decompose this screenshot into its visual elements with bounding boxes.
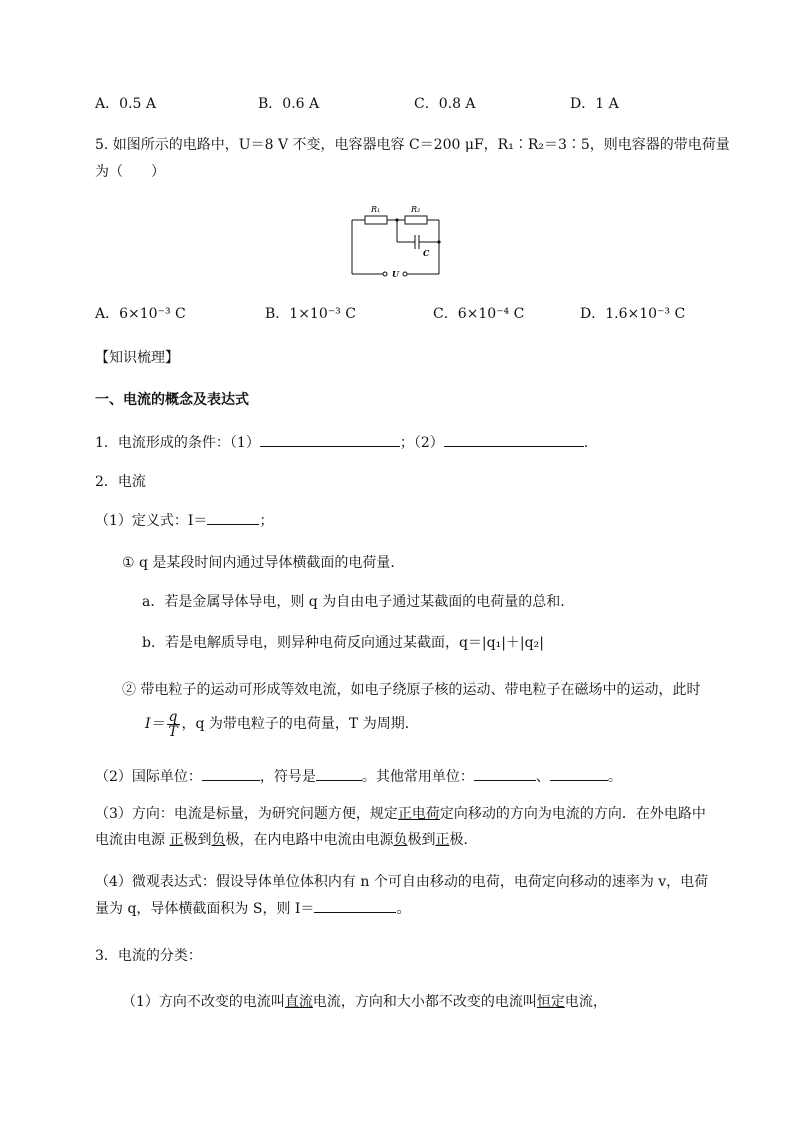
q5-option-d: D．1.6×10⁻³ C (580, 306, 686, 322)
label-u: U (392, 269, 399, 279)
resistor-r2 (405, 216, 427, 224)
q5-stem-line2: 为（ ） (95, 164, 165, 180)
clause-1b: b．若是电解质导电，则异种电荷反向通过某截面，q＝|q₁|＋|q₂| (142, 635, 544, 651)
q5-option-b: B．1×10⁻³ C (265, 306, 356, 322)
units-text-a: （2）国际单位： (95, 769, 202, 785)
blank-other-unit-1[interactable] (474, 766, 536, 781)
micro-line-1: （4）微观表达式：假设导体单位体积内有 n 个可自由移动的电荷，电荷定向移动的速率为 v，电荷 (95, 874, 709, 890)
cls-text-a: （1）方向不改变的电流叫 (122, 994, 285, 1010)
q5-option-a: A．6×10⁻³ C (95, 306, 186, 322)
label-c: C (423, 248, 430, 258)
section-title: 一、电流的概念及表达式 (95, 392, 249, 408)
fraction-q-over-t (167, 710, 180, 739)
definition-line (95, 510, 273, 531)
direction2-text-b: 极到 (183, 832, 212, 848)
definition-text-a: （1）定义式：I＝ (95, 513, 208, 529)
units-text-c: 。其他常用单位： (361, 769, 474, 785)
cls-text-c: 电流， (564, 994, 607, 1010)
item1-text-c: . (583, 435, 589, 451)
item3-title: 3．电流的分类： (95, 948, 202, 964)
direction2-text-c: 极，在内电路中电流由电源 (225, 832, 394, 848)
blank-si-unit[interactable] (202, 766, 260, 781)
blank-micro-expression[interactable] (314, 898, 396, 913)
units-text-e: 。 (607, 769, 622, 785)
circuit-diagram (345, 200, 445, 282)
clause-2: ② 带电粒子的运动可形成等效电流，如电子绕原子核的运动、带电粒子在磁场中的运动，此时 (122, 682, 701, 698)
cls-constant: 恒定 (536, 994, 565, 1010)
q5-option-c: C．6×10⁻⁴ C (433, 306, 525, 322)
units-text-d: 、 (535, 769, 550, 785)
direction-positive-charge: 正电荷 (397, 806, 440, 822)
knowledge-heading: 【知识梳理】 (95, 350, 179, 366)
cls-text-b: 电流，方向和大小都不改变的电流叫 (312, 994, 537, 1010)
blank-condition-2[interactable] (444, 432, 584, 447)
blank-condition-1[interactable] (260, 432, 400, 447)
item1-text-b: ；（2） (399, 435, 444, 451)
micro-text-b: 。 (396, 901, 411, 917)
blank-other-unit-2[interactable] (550, 766, 608, 781)
clause-2-formula-line (145, 708, 419, 740)
classification-line (122, 992, 607, 1012)
q4-option-d: D．1 A (570, 96, 619, 112)
blank-symbol[interactable] (316, 766, 362, 781)
q5-stem-line1: 5. 如图所示的电路中，U＝8 V 不变，电容器电容 C＝200 μF，R₁∶R₂＝3∶5，则电容器的带电荷量 (95, 137, 730, 153)
label-r1: R₁ (371, 205, 381, 214)
micro-line-2 (95, 898, 410, 919)
direction2-text-e: 极． (449, 832, 478, 848)
direction2-text-a: 电流由电源 (95, 832, 170, 848)
formula-prefix: I＝ (145, 716, 165, 732)
item1-conditions (95, 432, 588, 453)
direction2-text-d: 极到 (407, 832, 436, 848)
item1-text-a: 1．电流形成的条件：（1） (95, 435, 260, 451)
cls-direct: 直流 (284, 994, 313, 1010)
direction2-u2: 负 (211, 832, 226, 848)
direction2-u1: 正 (169, 832, 184, 848)
formula-tail: ，q 为带电粒子的电荷量，T 为周期． (181, 716, 419, 732)
clause-1a: a．若是金属导体导电，则 q 为自由电子通过某截面的电荷量的总和． (142, 594, 575, 610)
fraction-numerator: q (168, 708, 178, 725)
fraction-denominator: T (168, 723, 178, 740)
definition-text-b: ； (259, 513, 274, 529)
direction2-u3: 负 (393, 832, 408, 848)
q4-option-a: A．0.5 A (95, 96, 156, 112)
units-text-b: ，符号是 (259, 769, 316, 785)
direction-text-a: （3）方向：电流是标量，为研究问题方便，规定 (95, 806, 398, 822)
item2-title: 2．电流 (95, 474, 146, 490)
q4-option-c: C．0.8 A (414, 96, 476, 112)
label-r2: R₂ (411, 205, 421, 214)
direction-text-b: 定向移动的方向为电流的方向．在外电路中 (439, 806, 706, 822)
direction2-u4: 正 (435, 832, 450, 848)
clause-1: ① q 是某段时间内通过导体横截面的电荷量． (122, 555, 405, 571)
direction-line-1 (95, 804, 706, 824)
direction-line-2 (95, 830, 477, 850)
q4-option-b: B．0.6 A (258, 96, 320, 112)
blank-definition[interactable] (207, 510, 259, 525)
resistor-r1 (365, 216, 387, 224)
units-line (95, 766, 622, 787)
micro-text-a: 量为 q，导体横截面积为 S，则 I＝ (95, 901, 315, 917)
